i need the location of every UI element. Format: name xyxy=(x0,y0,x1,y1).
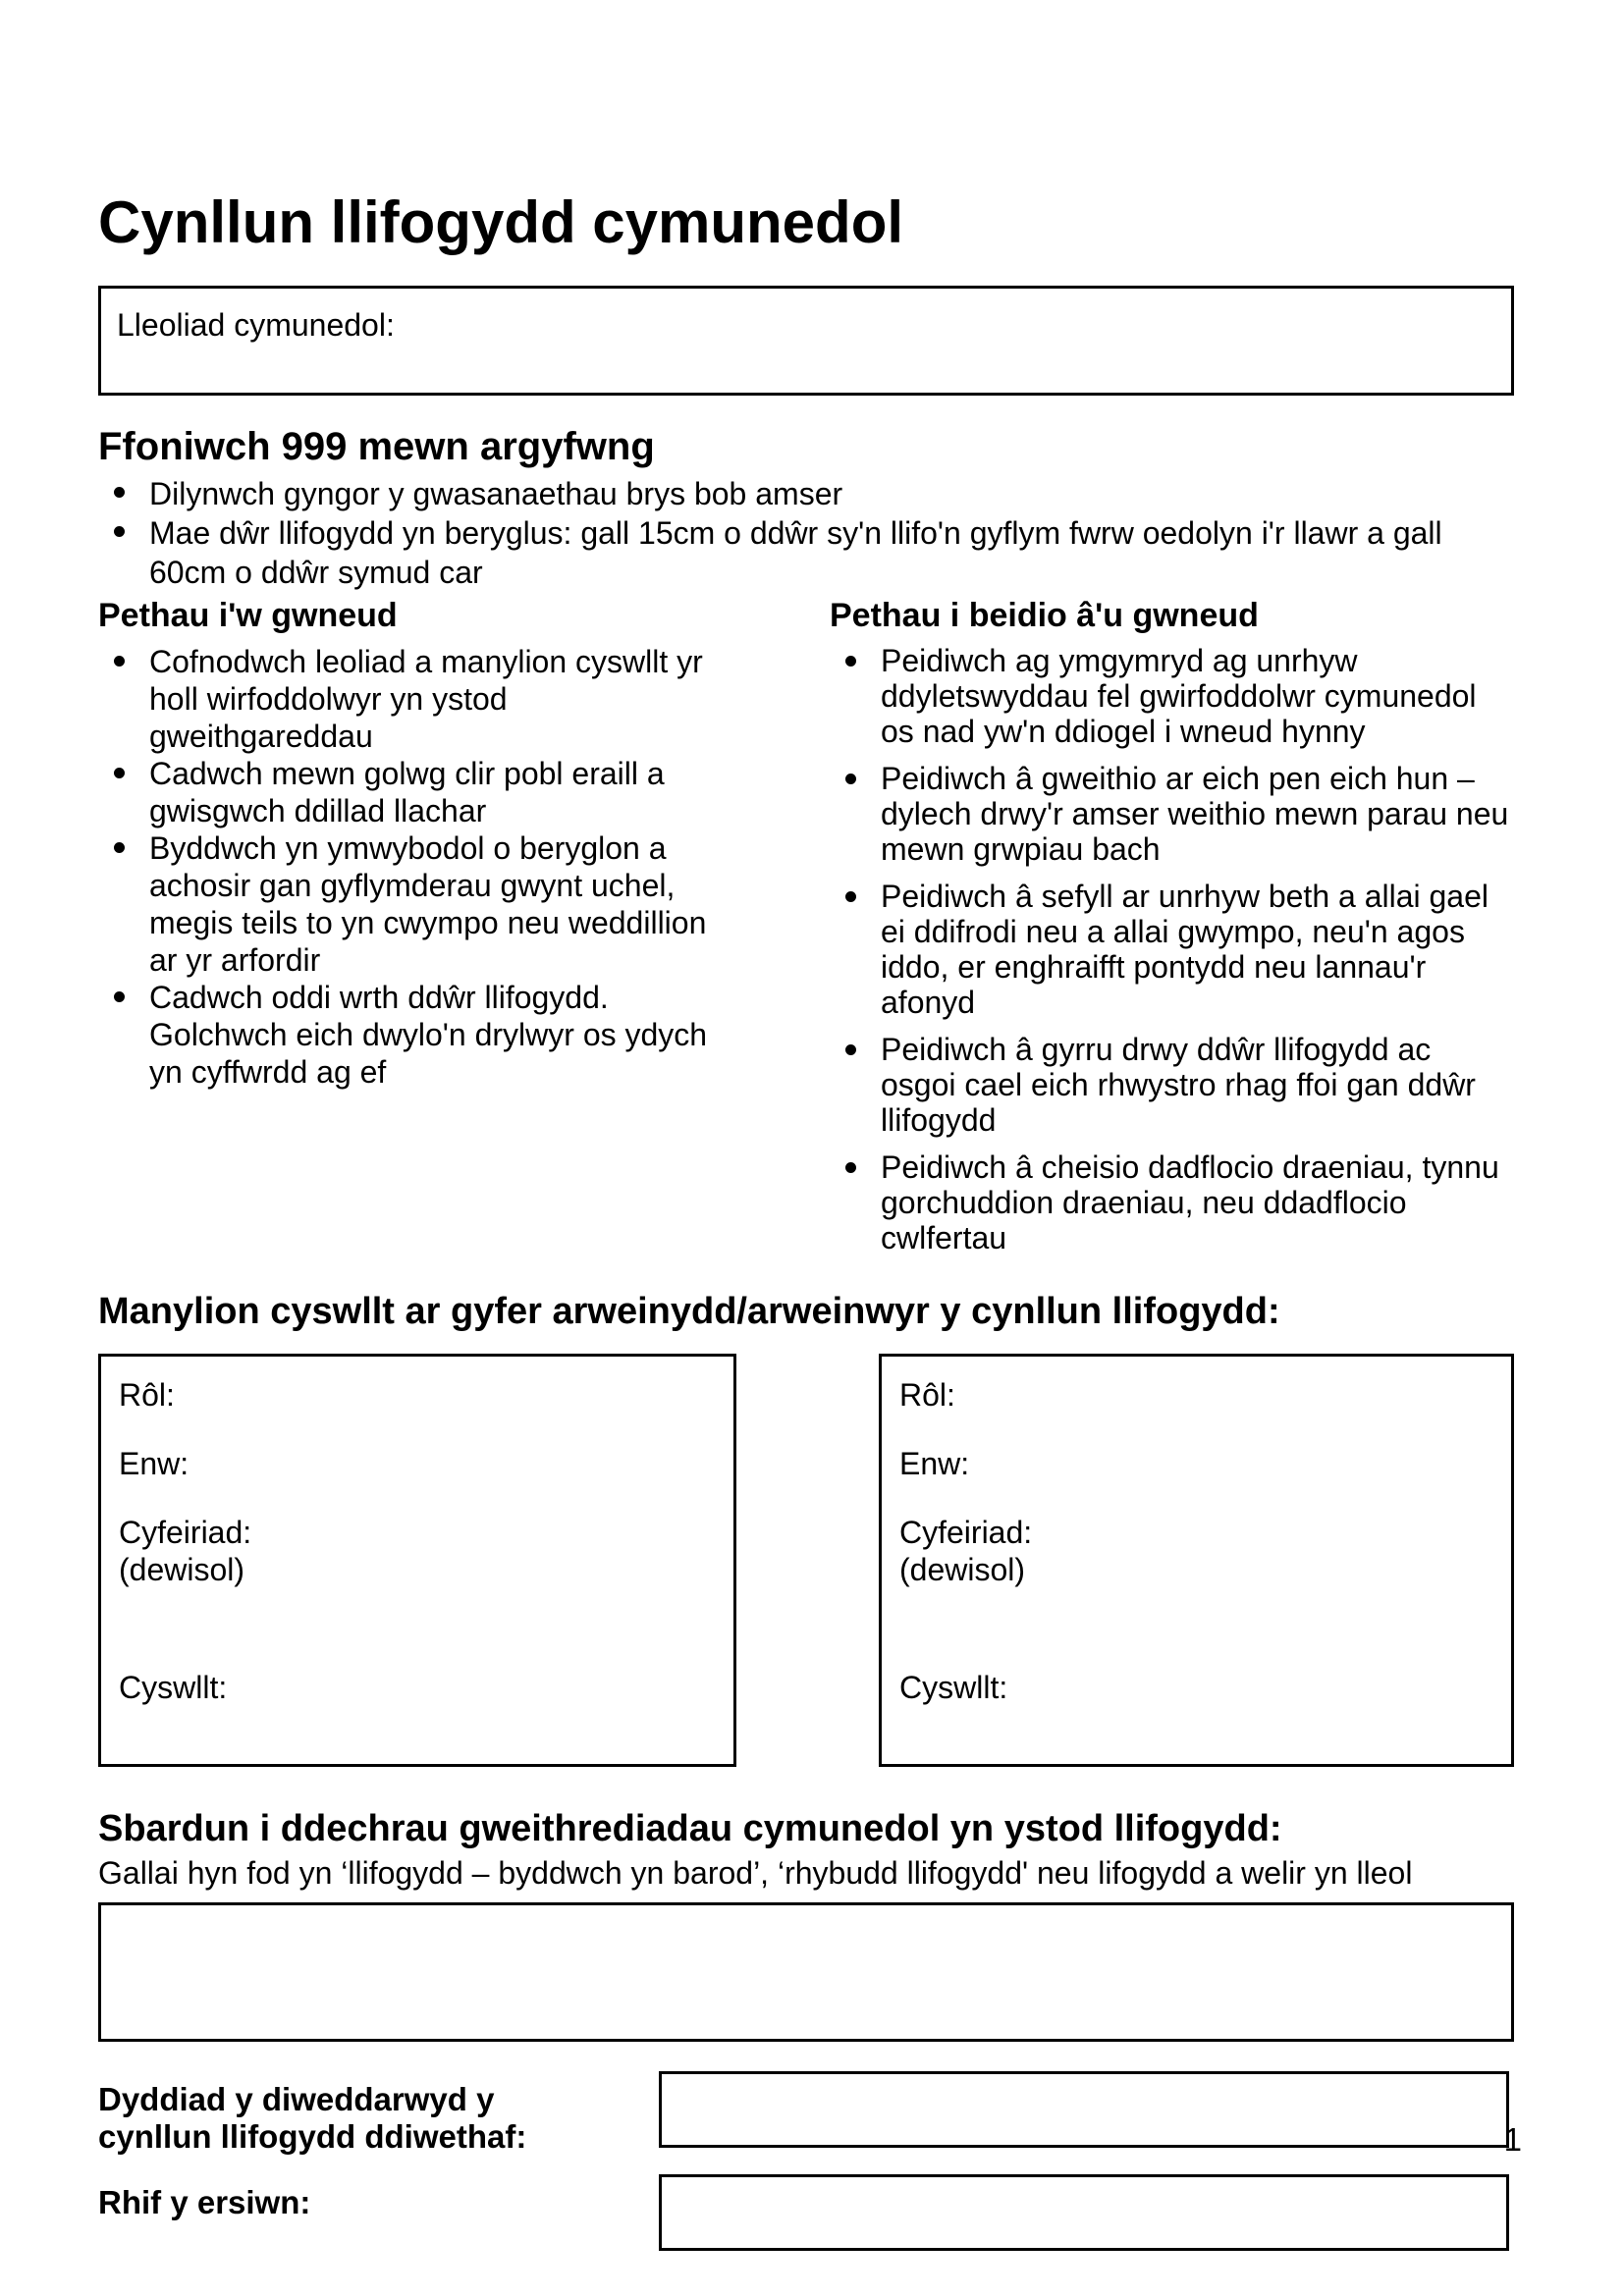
trigger-heading: Sbardun i ddechrau gweithrediadau cymunedol yn ystod llifogydd: xyxy=(98,1807,1282,1849)
dos-heading: Pethau i'w gwneud xyxy=(98,597,398,634)
emergency-list xyxy=(98,474,1514,592)
contact-label: Cyswllt: xyxy=(899,1670,1008,1706)
list-item: Cadwch mewn golwg clir pobl eraill a gwisgwch ddillad llachar xyxy=(98,755,731,829)
version-number-input-box[interactable] xyxy=(659,2174,1509,2251)
dos-donts-columns xyxy=(98,596,1514,1255)
emergency-heading: Ffoniwch 999 mewn argyfwng xyxy=(98,425,655,468)
role-label: Rôl: xyxy=(119,1376,175,1413)
date-updated-label: Dyddiad y diweddarwyd y cynllun llifogydd ddiwethaf: xyxy=(98,2080,527,2155)
donts-list xyxy=(830,643,1514,1255)
contact-boxes xyxy=(98,1354,1514,1767)
list-item: Peidiwch â sefyll ar unrhyw beth a allai gael ei ddifrodi neu a allai gwympo, neu'n agos iddo, er enghraifft pontydd neu lannau'r afonyd xyxy=(830,879,1514,1020)
contacts-heading: Manylion cyswllt ar gyfer arweinydd/arweinwyr y cynllun llifogydd: xyxy=(98,1291,1280,1333)
version-number-row xyxy=(98,2174,1514,2251)
role-label: Rôl: xyxy=(899,1376,955,1413)
contact-box-2[interactable] xyxy=(879,1354,1514,1767)
contact-box-1[interactable] xyxy=(98,1354,736,1767)
page-title: Cynllun llifogydd cymunedol xyxy=(98,189,904,255)
address-optional-note: (dewisol) xyxy=(119,1552,245,1588)
list-item: Peidiwch â gweithio ar eich pen eich hun – dylech drwy'r amser weithio mewn parau neu mewn grwpiau bach xyxy=(830,761,1514,867)
trigger-description: Gallai hyn fod yn ‘llifogydd – byddwch yn barod’, ‘rhybudd llifogydd' neu lifogydd a welir yn lleol xyxy=(98,1855,1413,1892)
version-number-label: Rhif y ersiwn: xyxy=(98,2184,311,2221)
community-location-input-box[interactable] xyxy=(98,286,1514,396)
trigger-input-box[interactable] xyxy=(98,1902,1514,2042)
donts-column xyxy=(830,596,1514,1255)
page-number: 1 xyxy=(1503,2120,1522,2158)
dos-list xyxy=(98,643,731,1091)
address-label: Cyfeiriad: xyxy=(119,1514,252,1550)
list-item: Cadwch oddi wrth ddŵr llifogydd. Golchwch eich dwylo'n drylwyr os ydych yn cyffwrdd ag ef xyxy=(98,979,731,1091)
list-item: Dilynwch gyngor y gwasanaethau brys bob amser xyxy=(98,474,1514,513)
donts-heading: Pethau i beidio â'u gwneud xyxy=(830,597,1259,634)
address-label: Cyfeiriad: xyxy=(899,1514,1033,1550)
list-item: Cofnodwch leoliad a manylion cyswllt yr holl wirfoddolwyr yn ystod gweithgareddau xyxy=(98,643,731,755)
community-location-label: Lleoliad cymunedol: xyxy=(117,307,395,343)
dos-column xyxy=(98,596,731,1255)
contact-label: Cyswllt: xyxy=(119,1670,228,1706)
list-item: Peidiwch â gyrru drwy ddŵr llifogydd ac osgoi cael eich rhwystro rhag ffoi gan ddŵr llifogydd xyxy=(830,1032,1514,1138)
date-updated-row xyxy=(98,2071,1514,2156)
list-item: Mae dŵr llifogydd yn beryglus: gall 15cm o ddŵr sy'n llifo'n gyflym fwrw oedolyn i'r llawr a gall 60cm o ddŵr symud car xyxy=(98,513,1514,592)
list-item: Byddwch yn ymwybodol o beryglon a achosir gan gyflymderau gwynt uchel, megis teils to yn cwympo neu weddillion ar yr arfordir xyxy=(98,829,731,979)
address-optional-note: (dewisol) xyxy=(899,1552,1026,1588)
list-item: Peidiwch ag ymgymryd ag unrhyw ddyletswyddau fel gwirfoddolwr cymunedol os nad yw'n ddiogel i wneud hynny xyxy=(830,643,1514,749)
date-updated-input-box[interactable] xyxy=(659,2071,1509,2148)
list-item: Peidiwch â cheisio dadflocio draeniau, tynnu gorchuddion draeniau, neu ddadflocio cwlfertau xyxy=(830,1149,1514,1255)
name-label: Enw: xyxy=(899,1445,970,1481)
name-label: Enw: xyxy=(119,1445,189,1481)
